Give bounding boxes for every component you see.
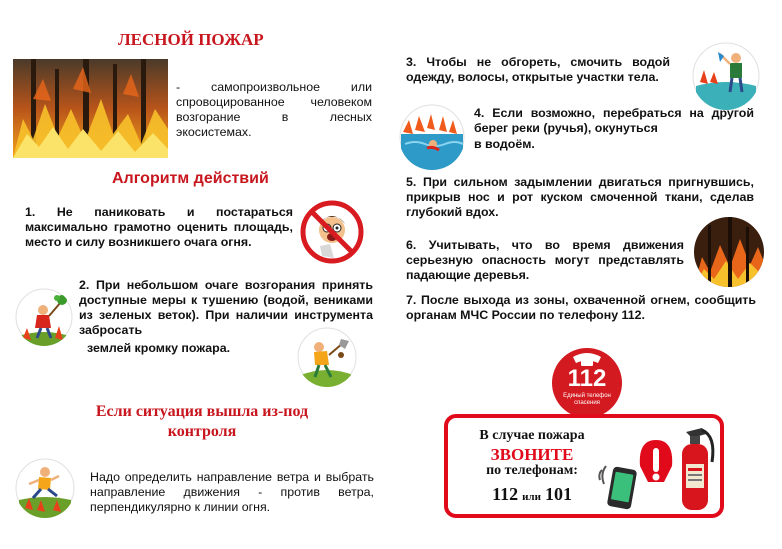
burning-trees-icon — [694, 217, 764, 287]
step-4-text: 4. Если возможно, перебраться на другой берег реки (ручья), окунуться — [474, 106, 754, 135]
call-line-3: по телефонам: — [486, 463, 578, 478]
branch-extinguish-icon — [15, 288, 73, 346]
step-4-end-text: в водоём. — [474, 137, 535, 151]
out-of-control-title-line-1: Если ситуация вышла из-под — [95, 403, 309, 420]
call-number-101: 101 — [544, 484, 572, 504]
emblem-caption-1: Единый телефон — [563, 393, 611, 399]
step-2-end-text: землей кромку пожара. — [87, 341, 231, 355]
step-6-text: 6. Учитывать, что во время движения серьезную опасность могут представлять падающие деревья. — [406, 238, 684, 282]
emblem-caption-2: спасения — [574, 400, 600, 406]
call-number-112: 112 — [492, 484, 519, 504]
out-of-control-title-line-2: контроля — [167, 423, 237, 440]
wet-clothes-icon — [692, 42, 760, 110]
definition-text: - самопроизвольное или спровоцированное человеком возгорание в лесных экосистемах. — [176, 80, 372, 139]
emblem-number: 112 — [567, 365, 607, 392]
step-2-text: 2. При небольшом очаге возгорания принять доступные меры к тушению (водой, вениками из зеленых веток). При наличии инструмента забросать — [79, 278, 373, 337]
call-line-1: В случае пожара — [479, 428, 585, 443]
call-line-2: ЗВОНИТЕ — [490, 445, 574, 464]
running-man-icon — [15, 458, 75, 518]
fire-extinguisher-icon — [672, 422, 718, 514]
page-title: ЛЕСНОЙ ПОЖАР — [118, 30, 264, 49]
smartphone-icon — [598, 456, 638, 510]
shovel-soil-icon — [297, 327, 357, 387]
call-or: или — [522, 491, 541, 503]
emergency-call-box — [444, 414, 724, 518]
call-numbers — [462, 484, 602, 505]
algorithm-title: Алгоритм действий — [112, 170, 269, 187]
step-5-text: 5. При сильном задымлении двигаться пригнувшись, прикрыв нос и рот куском смоченной ткани, сделав глубокий вдох. — [406, 175, 754, 219]
panic-icon — [300, 200, 364, 264]
forest-fire-photo — [13, 59, 168, 158]
swimming-icon — [399, 104, 465, 170]
emblem-112 — [551, 347, 623, 419]
out-of-control-title — [72, 402, 332, 442]
step-3-text: 3. Чтобы не обгореть, смочить водой одежду, волосы, открытые участки тела. — [406, 55, 670, 84]
wind-direction-text: Надо определить направление ветра и выбрать направление движения - против ветра, перпендикулярно к линии огня. — [90, 470, 374, 514]
step-1-text: 1. Не паниковать и постараться максимально грамотно оценить площадь, место и силу возникшего очага огня. — [25, 205, 293, 249]
step-7-text: 7. После выхода из зоны, охваченной огнем, сообщить органам МЧС России по телефону 112. — [406, 293, 756, 322]
